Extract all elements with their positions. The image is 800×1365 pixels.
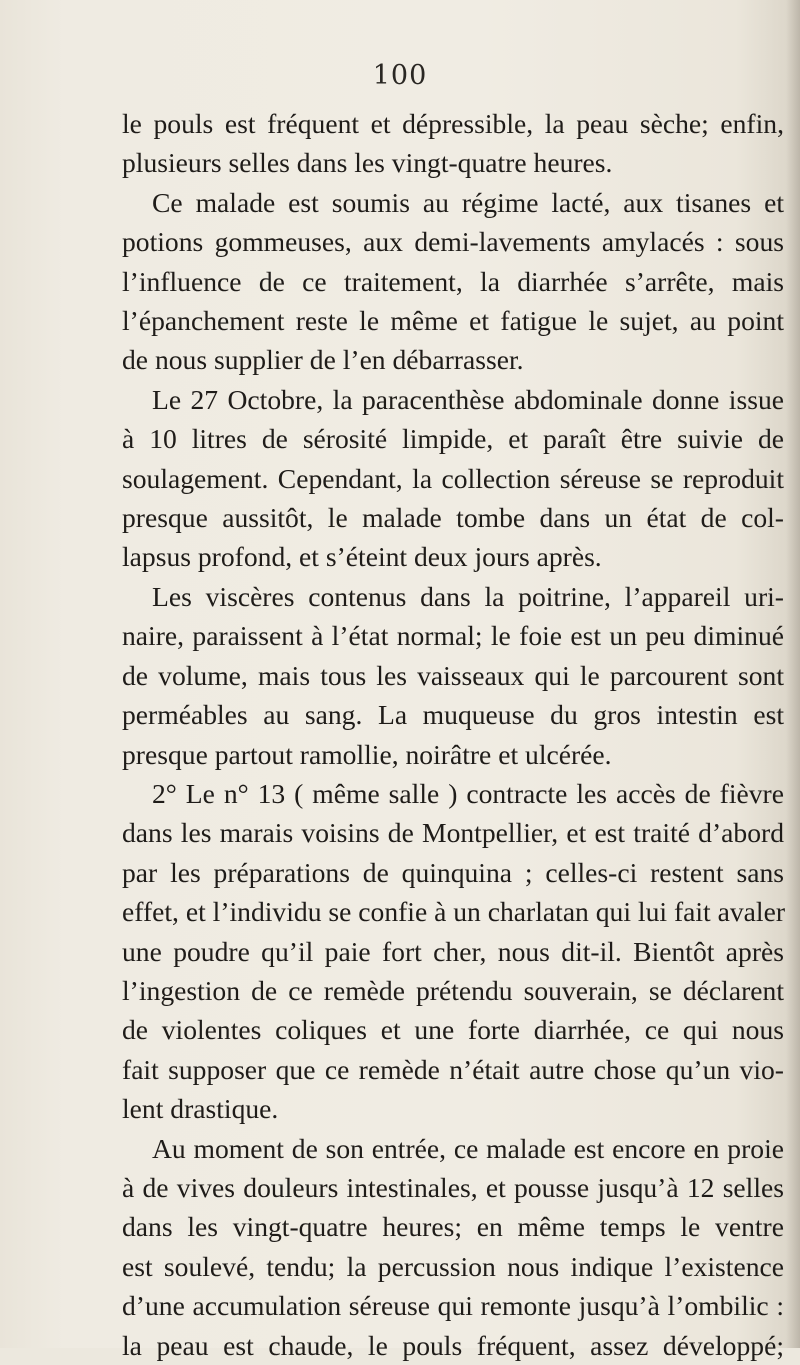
text-line: le pouls est fréquent et dépressible, la peau sèche; enfin, [122,108,784,139]
text-line: naire, paraissent à l’état normal; le foie est un peu diminué [122,620,784,652]
body-text [122,104,784,1365]
text-line: une poudre qu’il paie fort cher, nous dit-il. Bientôt après [122,935,784,967]
text-line: dans les vingt-quatre heures; en même temps le ventre [122,1211,784,1243]
text-line: perméables au sang. La muqueuse du gros intestin est [122,699,784,731]
page-edge-shadow [786,0,800,1348]
text-line: 2° Le n° 13 ( même salle ) contracte les accès de fièvre [152,777,784,809]
text-line: Le 27 Octobre, la paracenthèse abdominale donne issue [152,383,784,415]
text-line: la peau est chaude, le pouls fréquent, assez développé; [122,1329,784,1361]
page-number: 100 [372,60,428,91]
text-line: presque aussitôt, le malade tombe dans un état de col- [122,502,784,534]
text-line: plusieurs selles dans les vingt-quatre heures. [122,147,613,179]
text-line: à 10 litres de sérosité limpide, et paraît être suivie de [122,423,784,455]
text-line: de violentes coliques et une forte diarrhée, ce qui nous [122,1014,784,1046]
text-line: fait supposer que ce remède n’était autre chose qu’un vio- [122,1053,784,1085]
text-line: potions gommeuses, aux demi-lavements amylacés : sous [122,226,784,258]
text-line: presque partout ramollie, noirâtre et ulcérée. [122,738,612,770]
text-line: dans les marais voisins de Montpellier, et est traité d’abord [122,817,784,849]
text-line: l’influence de ce traitement, la diarrhée s’arrête, mais [122,265,784,297]
text-line: à de vives douleurs intestinales, et pousse jusqu’à 12 selles [122,1171,784,1203]
text-line: lapsus profond, et s’éteint deux jours après. [122,541,602,573]
text-line: soulagement. Cependant, la collection séreuse se reproduit [122,462,784,494]
text-line: l’épanchement reste le même et fatigue le sujet, au point [122,305,784,337]
text-line: Au moment de son entrée, ce malade est encore en proie [152,1132,784,1164]
text-line: de nous supplier de l’en débarrasser. [122,344,524,376]
text-line: effet, et l’individu se confie à un charlatan qui lui fait avaler [122,896,786,928]
text-line: de volume, mais tous les vaisseaux qui le parcourent sont [122,659,784,691]
text-line: est soulevé, tendu; la percussion nous indique l’existence [122,1250,784,1282]
text-line: par les préparations de quinquina ; celles-ci restent sans [122,856,784,888]
text-line: l’ingestion de ce remède prétendu souverain, se déclarent [122,974,784,1006]
text-line: Ce malade est soumis au régime lacté, aux tisanes et [152,186,784,218]
text-line: Les viscères contenus dans la poitrine, l’appareil uri- [152,580,784,612]
text-line: lent drastique. [122,1093,279,1125]
text-line: d’une accumulation séreuse qui remonte jusqu’à l’ombilic : [122,1290,784,1322]
